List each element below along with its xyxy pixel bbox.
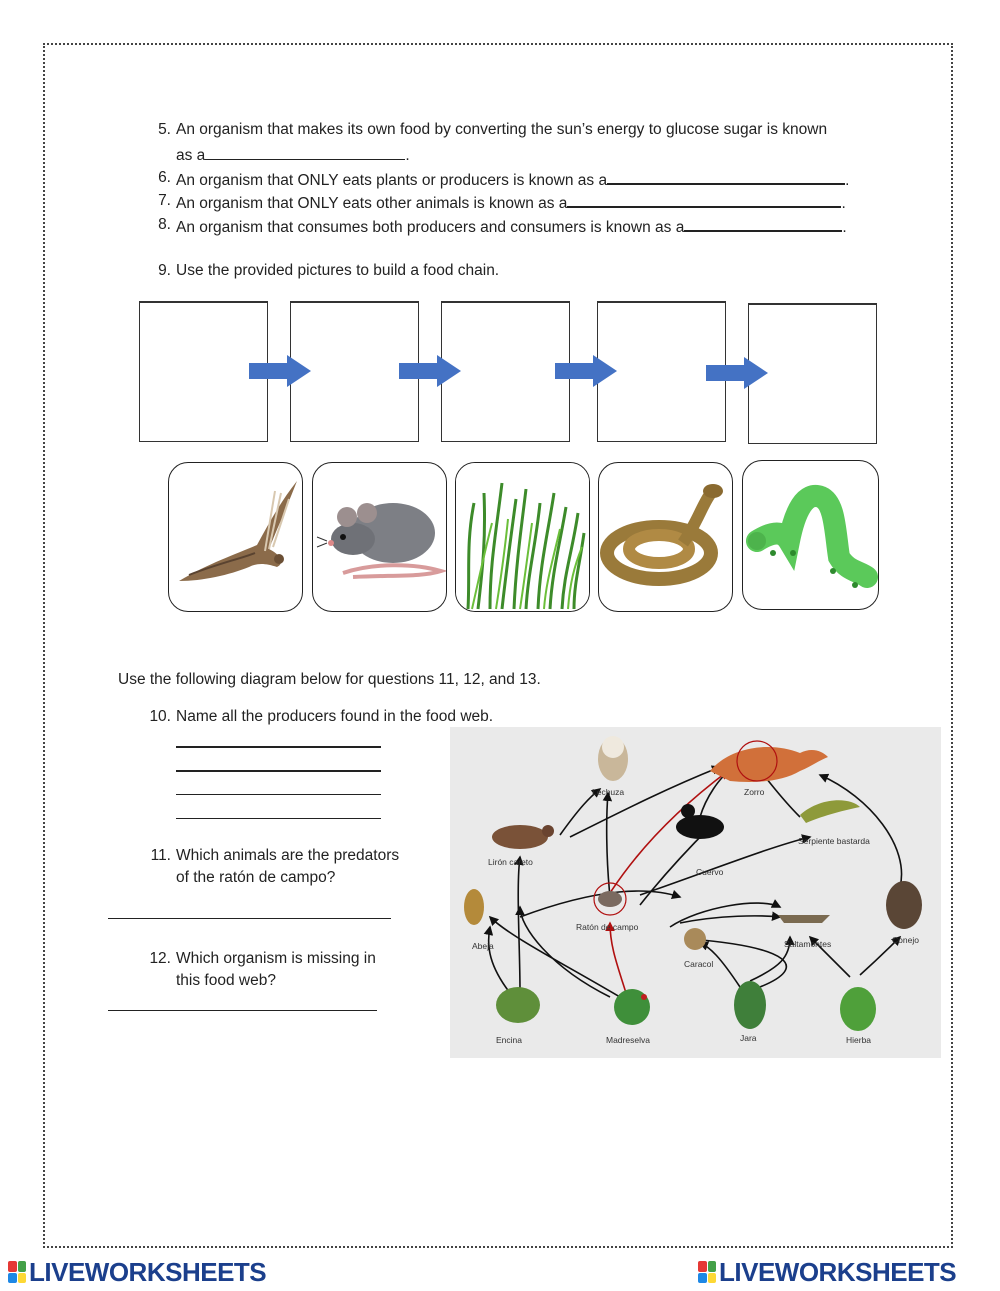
question-text: An organism that makes its own food by converting the sun’s energy to glucose sugar is known — [176, 121, 828, 138]
question-text: Name all the producers found in the food web. — [176, 708, 494, 725]
picture-card-grass[interactable] — [455, 462, 590, 612]
answer-blank[interactable] — [205, 145, 405, 160]
question-5 — [145, 121, 885, 164]
brand-name: LIVEWORKSHEETS — [29, 1256, 267, 1287]
question-8 — [145, 216, 885, 236]
arrow-right-icon — [399, 355, 461, 387]
period: . — [845, 172, 850, 189]
grass-icon — [456, 463, 589, 611]
question-text: An organism that ONLY eats plants or producers is known as a — [176, 172, 608, 189]
snake-icon — [599, 463, 732, 611]
question-10 — [145, 708, 545, 728]
question-text: An organism that consumes both producers and consumers is known as a — [176, 219, 685, 236]
label-madreselva: Madreselva — [606, 1035, 650, 1045]
diagram-instruction: Use the following diagram below for questions 11, 12, and 13. — [118, 671, 541, 688]
period: . — [842, 219, 847, 236]
answer-line[interactable] — [176, 794, 381, 795]
label-hierba: Hierba — [846, 1035, 872, 1045]
owl-icon — [598, 736, 628, 781]
answer-blank[interactable] — [607, 169, 845, 185]
snail-icon — [684, 928, 706, 950]
bee-icon — [464, 889, 484, 925]
label-encina: Encina — [496, 1035, 522, 1045]
oak-icon — [496, 987, 540, 1023]
question-text-line2: of the ratón de campo? — [176, 869, 336, 886]
picture-card-hawk[interactable] — [168, 462, 303, 612]
grasshopper-icon — [778, 915, 830, 923]
grass-web-icon — [840, 987, 876, 1031]
food-web-diagram — [450, 727, 941, 1058]
rabbit-icon — [886, 881, 922, 929]
arrow-right-icon — [249, 355, 311, 387]
question-text-line — [176, 192, 846, 212]
period: . — [841, 195, 846, 212]
question-number: 6. — [158, 169, 171, 186]
answer-line[interactable] — [176, 818, 381, 819]
period: . — [405, 147, 410, 164]
question-number: 11. — [150, 847, 171, 864]
label-serpiente: Serpiente bastarda — [798, 836, 870, 846]
question-6 — [145, 169, 885, 189]
question-text-line — [176, 216, 847, 236]
question-7 — [145, 192, 885, 212]
question-12 — [145, 950, 445, 990]
question-number: 10. — [149, 708, 171, 725]
honeysuckle-icon — [614, 989, 650, 1025]
picture-card-caterpillar[interactable] — [742, 460, 879, 610]
picture-card-snake[interactable] — [598, 462, 733, 612]
mouse-icon — [313, 463, 446, 611]
brand-name: LIVEWORKSHEETS — [719, 1256, 957, 1287]
question-9 — [145, 262, 885, 282]
label-lechuza: Lechuza — [592, 787, 625, 797]
label-conejo: Conejo — [892, 935, 919, 945]
question-number: 8. — [158, 216, 171, 233]
question-number: 12. — [149, 950, 171, 967]
crow-icon — [676, 804, 724, 839]
arrow-right-icon — [555, 355, 617, 387]
hawk-icon — [169, 463, 302, 611]
question-number: 5. — [158, 121, 171, 138]
label-jara: Jara — [740, 1033, 757, 1043]
dormouse-icon — [492, 825, 554, 849]
label-raton: Ratón de campo — [576, 922, 639, 932]
label-saltamontes: Saltamontes — [784, 939, 832, 949]
question-text-line2: this food web? — [176, 972, 276, 989]
question-text: Which organism is missing in — [176, 950, 376, 967]
answer-line[interactable] — [108, 918, 391, 919]
label-caracol: Caracol — [684, 959, 714, 969]
question-text-line — [176, 169, 849, 189]
picture-card-mouse[interactable] — [312, 462, 447, 612]
answer-blank[interactable] — [567, 192, 841, 208]
question-11 — [145, 847, 445, 887]
liveworksheets-logo-icon — [8, 1261, 26, 1283]
label-liron: Lirón careto — [488, 857, 533, 867]
answer-blank[interactable] — [684, 216, 842, 232]
snake-web-icon — [800, 800, 860, 823]
label-zorro: Zorro — [744, 787, 765, 797]
fox-icon — [710, 741, 828, 782]
footer-brand-left — [8, 1258, 266, 1286]
liveworksheets-logo-icon — [698, 1261, 716, 1283]
food-web-arrows — [450, 727, 941, 1058]
question-text: An organism that ONLY eats other animals is known as a — [176, 195, 568, 212]
question-number: 7. — [158, 192, 171, 209]
question-text: Use the provided pictures to build a food chain. — [176, 262, 500, 279]
answer-line[interactable] — [108, 1010, 377, 1011]
footer-brand-right — [698, 1258, 956, 1286]
question-text-cont: as a — [176, 147, 206, 164]
label-cuervo: Cuervo — [696, 867, 724, 877]
answer-line[interactable] — [176, 770, 381, 772]
caterpillar-icon — [743, 461, 878, 609]
label-abeja: Abeja — [472, 941, 494, 951]
mouse-web-icon — [594, 883, 626, 915]
arrow-right-icon — [706, 357, 768, 389]
question-text: Which animals are the predators — [176, 847, 400, 864]
question-number: 9. — [158, 262, 171, 279]
question-text-line2 — [176, 145, 410, 164]
rockrose-icon — [734, 981, 766, 1029]
answer-line[interactable] — [176, 746, 381, 748]
